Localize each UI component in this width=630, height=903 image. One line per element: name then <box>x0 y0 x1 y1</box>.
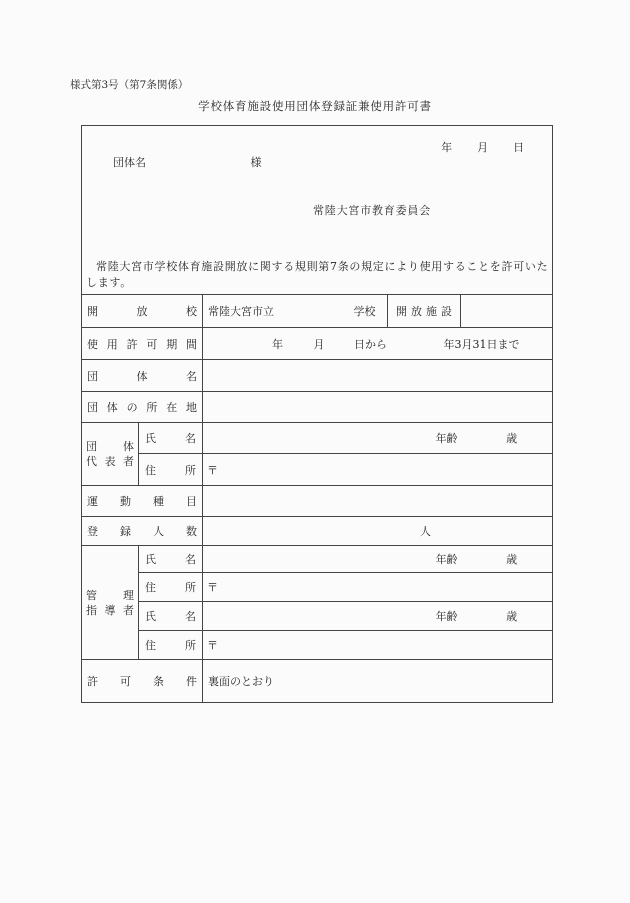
open-school-value <box>203 303 387 319</box>
recipient-label: 団体名 <box>113 156 146 169</box>
manager-address2-label: 住 所 <box>145 639 196 652</box>
open-facility-label-cell <box>388 295 461 328</box>
sport-type-label: 運 動 種 目 <box>87 495 197 508</box>
group-address-value-cell <box>203 392 553 423</box>
open-school-value-cell <box>203 295 388 328</box>
permit-period-label: 使 用 許 可 期 間 <box>87 337 197 351</box>
letter-header-cell <box>82 126 553 295</box>
manager-name1-label-cell <box>139 546 203 573</box>
permit-conditions-label: 許 可 条 件 <box>87 675 197 688</box>
manager-name1-value-cell <box>203 546 553 573</box>
representative-age-label: 年齢 <box>435 432 458 445</box>
permit-period-label-cell <box>82 328 203 360</box>
manager-age2-unit: 歳 <box>506 610 518 623</box>
registered-count-label: 登 録 人 数 <box>87 525 197 538</box>
manager-age2-line <box>203 608 552 624</box>
manager-name2-label: 氏 名 <box>145 610 196 623</box>
manager-name2-label-cell <box>139 602 203 631</box>
representative-postal-mark: 〒 <box>207 463 218 477</box>
period-until-label: 年3月31日まで <box>443 337 520 351</box>
open-school-label: 開 放 校 <box>87 305 197 318</box>
open-facility-value-cell <box>461 295 553 328</box>
permit-period-value <box>203 336 552 352</box>
group-address-label: 団 体 の 所 在 地 <box>87 401 197 414</box>
manager-age1-unit: 歳 <box>506 553 518 566</box>
group-address-label-cell <box>82 392 203 423</box>
issue-date-day-label: 日 <box>513 141 525 154</box>
sport-type-value-cell <box>203 486 553 517</box>
open-school-label-cell <box>82 295 203 328</box>
permit-statement <box>86 259 550 291</box>
open-facility-label: 開 放 施 設 <box>396 305 452 318</box>
manager-label-line1: 管 理 <box>86 588 134 602</box>
manager-age1-label: 年齢 <box>435 553 458 566</box>
representative-name-value-cell <box>203 423 553 454</box>
permit-conditions-value: 裏面のとおり <box>208 675 274 688</box>
permit-conditions-value-cell <box>203 660 553 703</box>
manager-label-cell <box>82 546 139 660</box>
recipient-honorific: 様 <box>250 156 262 169</box>
representative-label-line1: 団 体 <box>86 440 134 453</box>
issuer-name: 常陸大宮市教育委員会 <box>313 204 431 217</box>
manager-address1-label-cell <box>139 573 203 602</box>
sport-type-label-cell <box>82 486 203 517</box>
period-day-from-label: 日から <box>354 337 387 351</box>
document-title: 学校体育施設使用団体登録証兼使用許可書 <box>198 99 432 113</box>
manager-label-line2: 指 導 者 <box>86 603 134 617</box>
manager-name2-value-cell <box>203 602 553 631</box>
open-school-suffix: 学校 <box>353 305 376 318</box>
representative-age-unit: 歳 <box>506 432 518 445</box>
form-number: 様式第3号（第7条関係） <box>70 79 189 91</box>
permit-conditions-label-cell <box>82 660 203 703</box>
group-name-value-cell <box>203 360 553 392</box>
issue-date-year-label: 年 <box>441 141 453 154</box>
representative-label-line2: 代 表 者 <box>86 455 134 468</box>
period-month-label: 月 <box>313 337 325 351</box>
manager-age1-line <box>203 551 552 567</box>
recipient-line <box>113 154 262 170</box>
registered-count-label-cell <box>82 517 203 546</box>
representative-label-cell <box>82 423 139 486</box>
permit-period-value-cell <box>203 328 553 360</box>
representative-age-line <box>203 430 552 446</box>
manager-address2-label-cell <box>139 631 203 660</box>
permit-statement-line2: します。 <box>86 276 132 289</box>
open-school-city-prefix: 常陸大宮市立 <box>208 305 274 318</box>
registered-count-unit: 人 <box>420 525 431 538</box>
manager-postal2-mark: 〒 <box>207 639 218 652</box>
period-year-label: 年 <box>272 337 283 351</box>
manager-postal1-mark: 〒 <box>207 581 218 594</box>
representative-address-label-cell <box>139 454 203 486</box>
manager-address1-label: 住 所 <box>145 581 196 594</box>
representative-address-value-cell <box>203 454 553 486</box>
permit-statement-line1: 常陸大宮市学校体育施設開放に関する規則第7条の規定により使用することを許可いた <box>96 260 549 273</box>
issue-date-month-label: 月 <box>477 141 489 154</box>
representative-address-label: 住 所 <box>145 463 196 477</box>
manager-address2-value-cell <box>203 631 553 660</box>
representative-label <box>82 439 138 469</box>
representative-name-label-cell <box>139 423 203 454</box>
group-name-label-cell <box>82 360 203 392</box>
registered-count-value-cell <box>203 517 553 546</box>
issue-date-line <box>441 139 524 155</box>
representative-name-label: 氏 名 <box>145 432 196 445</box>
manager-address1-value-cell <box>203 573 553 602</box>
manager-label <box>82 588 138 618</box>
manager-name1-label: 氏 名 <box>145 553 196 566</box>
manager-age2-label: 年齢 <box>435 610 458 623</box>
permit-form-table <box>81 125 553 703</box>
group-name-label: 団 体 名 <box>87 369 197 383</box>
